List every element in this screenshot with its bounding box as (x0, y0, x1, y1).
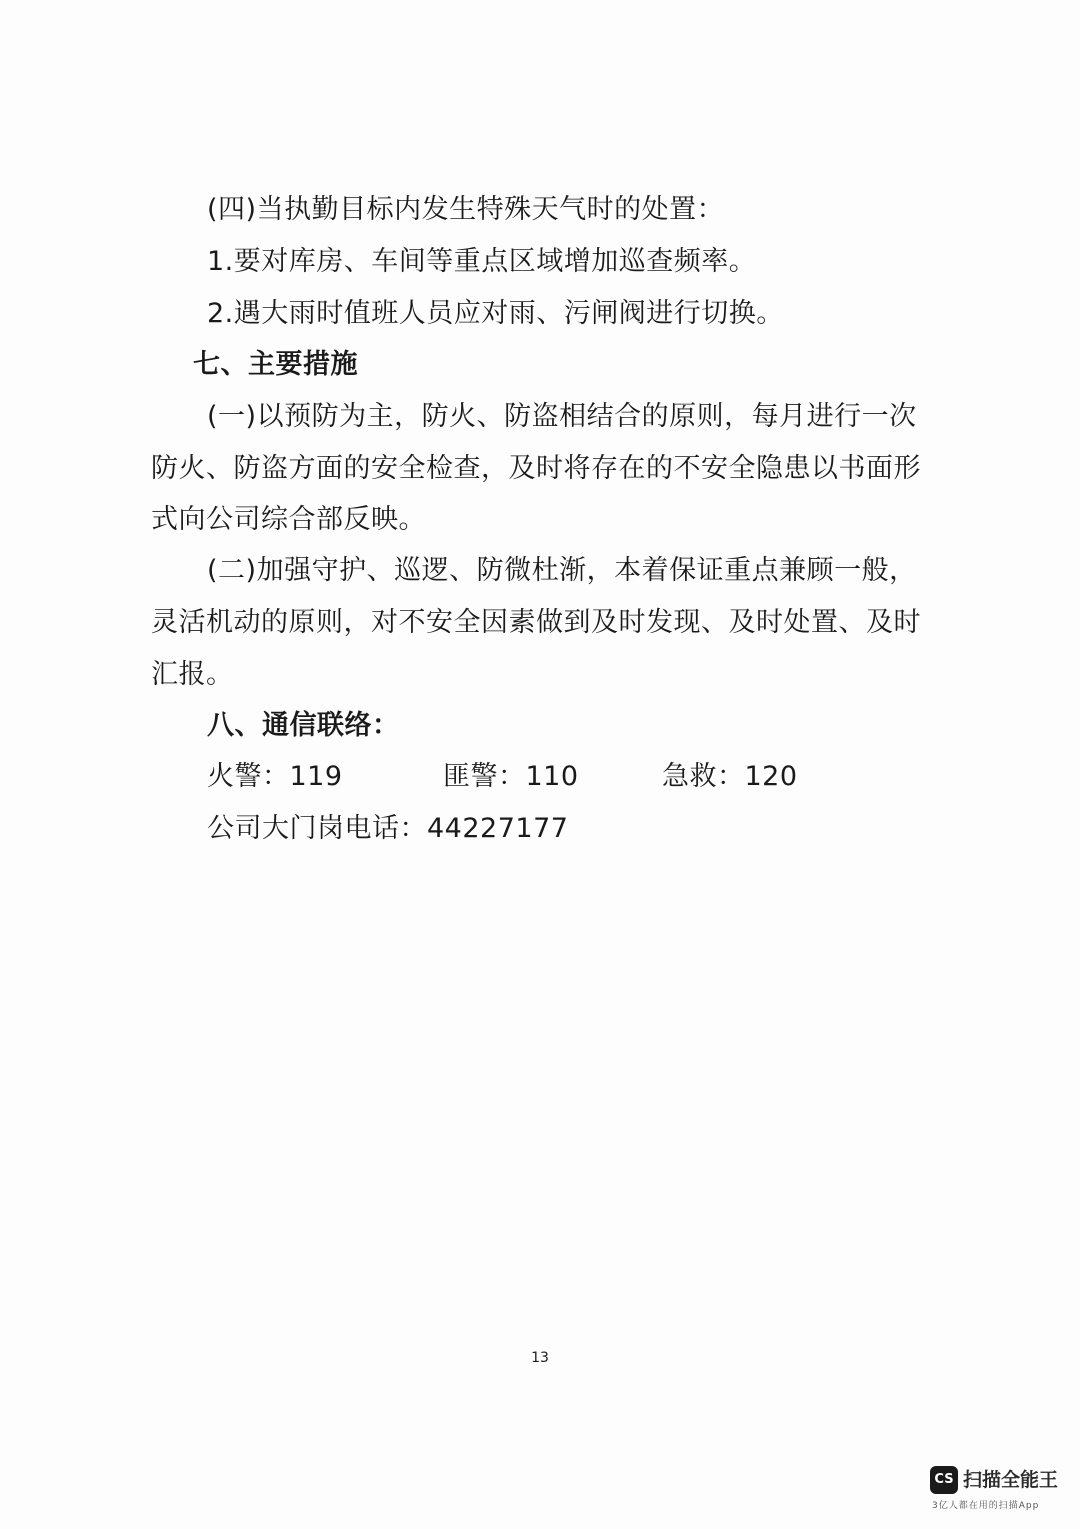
paragraph-1-line-1: (一)以预防为主，防火、防盗相结合的原则，每月进行一次 (207, 401, 917, 432)
ambulance-number: 急救：120 (662, 761, 798, 792)
fire-number: 火警：119 (207, 761, 343, 792)
police-number: 匪警：110 (443, 761, 579, 792)
section-four-heading: (四)当执勤目标内发生特殊天气时的处置： (207, 194, 725, 225)
paragraph-1-line-3: 式向公司综合部反映。 (151, 504, 426, 535)
watermark-title: 扫描全能王 (963, 1469, 1059, 1491)
section-seven-heading: 七、主要措施 (193, 349, 358, 380)
item-2: 2.遇大雨时值班人员应对雨、污闸阀进行切换。 (207, 298, 784, 329)
page-number: 13 (531, 1350, 549, 1366)
camscanner-logo-icon: CS (930, 1466, 958, 1494)
paragraph-2-line-1: (二)加强守护、巡逻、防微杜渐，本着保证重点兼顾一般， (207, 555, 917, 586)
section-eight-heading: 八、通信联络： (207, 710, 400, 741)
gate-phone: 公司大门岗电话：44227177 (207, 813, 569, 844)
paragraph-2-line-2: 灵活机动的原则，对不安全因素做到及时发现、及时处置、及时 (151, 607, 921, 638)
paragraph-1-line-2: 防火、防盗方面的安全检查，及时将存在的不安全隐患以书面形 (151, 453, 921, 484)
scanner-watermark (930, 1466, 1070, 1516)
paragraph-2-line-3: 汇报。 (151, 659, 234, 690)
watermark-subtitle: 3亿人都在用的扫描App (932, 1501, 1040, 1511)
item-1: 1.要对库房、车间等重点区域增加巡查频率。 (207, 246, 757, 277)
